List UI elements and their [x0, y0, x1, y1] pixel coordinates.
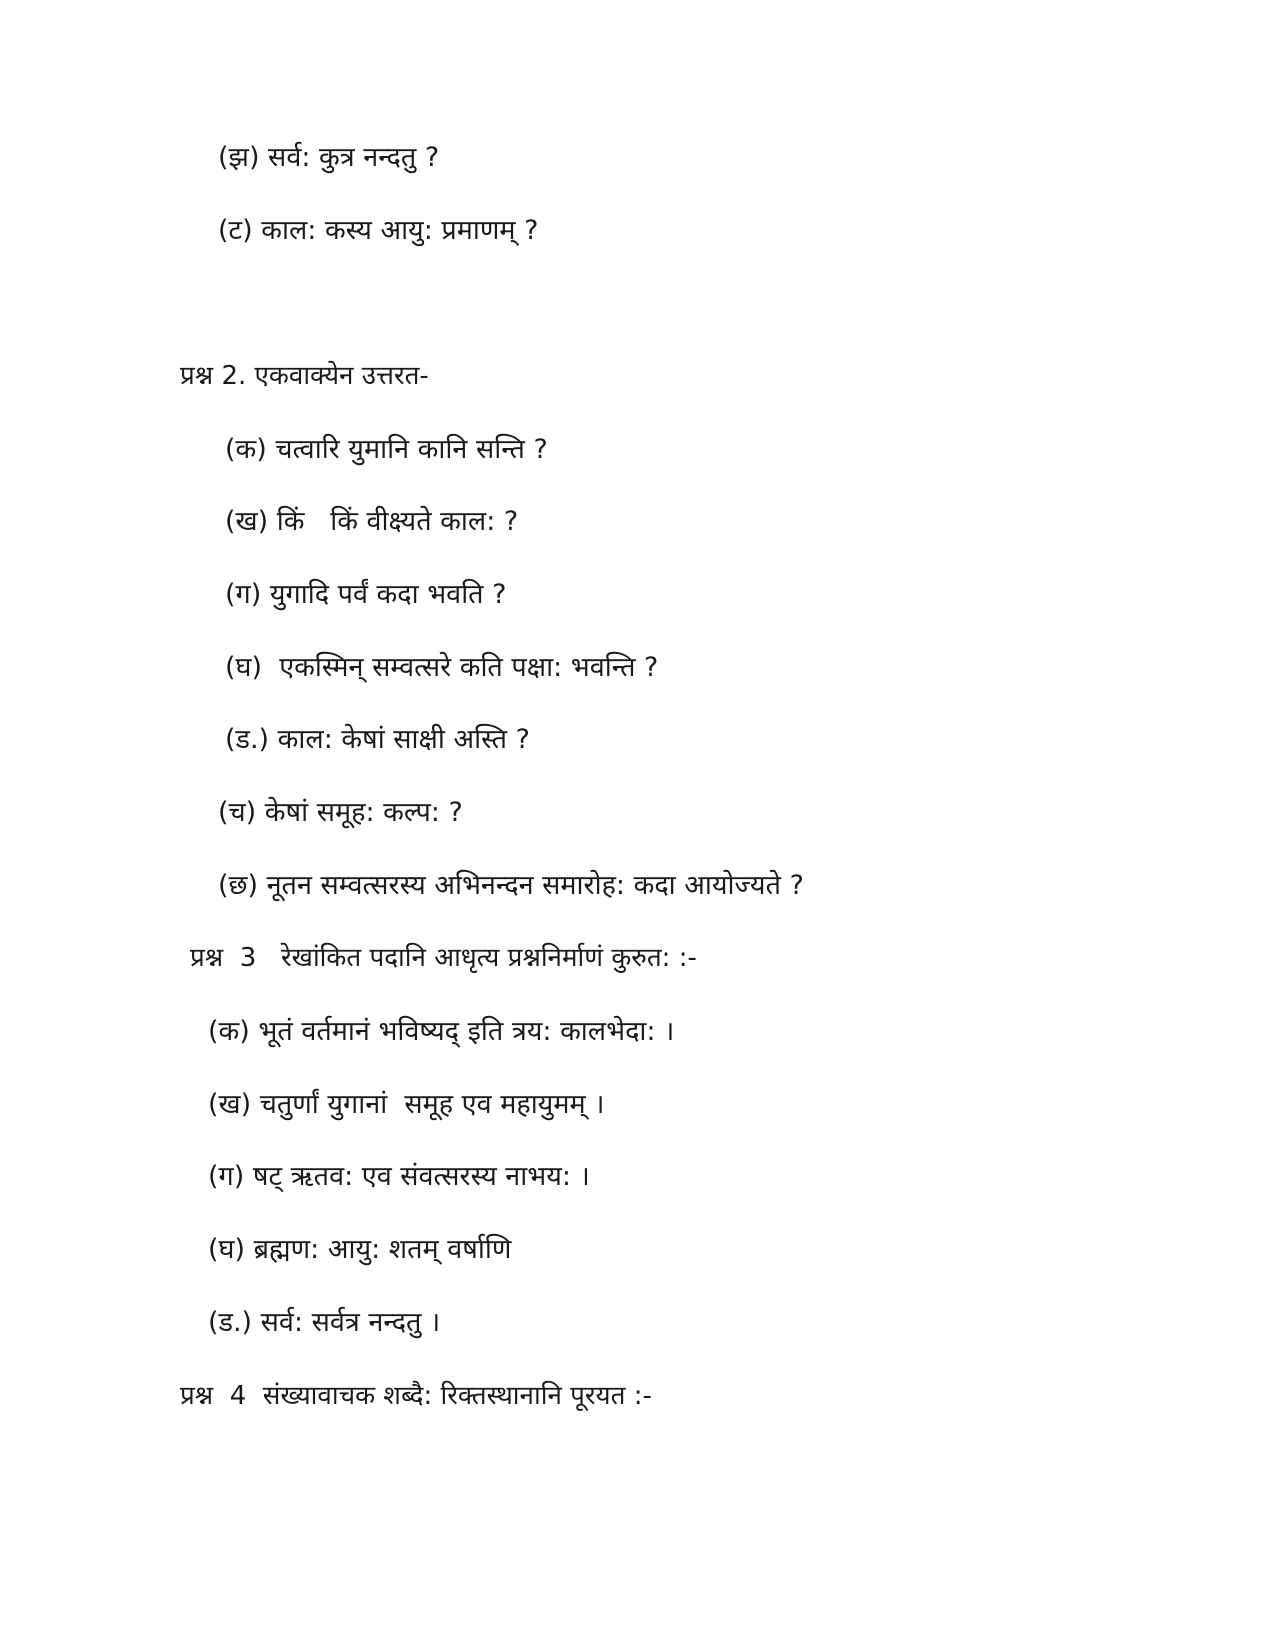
- question-item: (ग) षट् ऋतव: एव संवत्सरस्य नाभय: ।: [208, 1161, 590, 1192]
- question-item: (क) चत्वारि युमानि कानि सन्ति ?: [225, 434, 548, 465]
- question-4-heading: प्रश्न 4 संख्यावाचक शब्दै: रिक्तस्थानानि पूरयत :-: [180, 1381, 652, 1411]
- question-item: (घ) ब्रह्मण: आयु: शतम् वर्षाणि: [208, 1234, 512, 1265]
- question-item: (ख) चतुर्णां युगानां समूह एव महायुमम् ।: [208, 1089, 605, 1120]
- question-2-heading: प्रश्न 2. एकवाक्येन उत्तरत-: [180, 361, 429, 391]
- question-item: (च) केषां समूह: कल्प: ?: [218, 797, 463, 828]
- question-item: (ड.) काल: केषां साक्षी अस्ति ?: [225, 724, 530, 755]
- question-item: (ख) किं किं वीक्ष्यते काल: ?: [225, 506, 519, 537]
- question-item: (ड.) सर्व: सर्वत्र नन्दतु ।: [208, 1307, 441, 1338]
- question-item: (ट) काल: कस्य आयु: प्रमाणम् ?: [218, 215, 539, 246]
- question-item: (घ) एकस्मिन् सम्वत्सरे कति पक्षा: भवन्ति ?: [225, 652, 659, 683]
- question-item: (झ) सर्व: कुत्र नन्दतु ?: [218, 142, 440, 173]
- question-item: (छ) नूतन सम्वत्सरस्य अभिनन्दन समारोह: कदा आयोज्यते ?: [218, 870, 804, 901]
- question-3-heading: प्रश्न 3 रेखांकित पदानि आधृत्य प्रश्ननिर्माणं कुरुत: :-: [190, 943, 697, 973]
- question-item: (ग) युगादि पर्वं कदा भवति ?: [225, 579, 507, 610]
- question-item: (क) भूतं वर्तमानं भविष्यद् इति त्रय: कालभेदा: ।: [208, 1016, 675, 1047]
